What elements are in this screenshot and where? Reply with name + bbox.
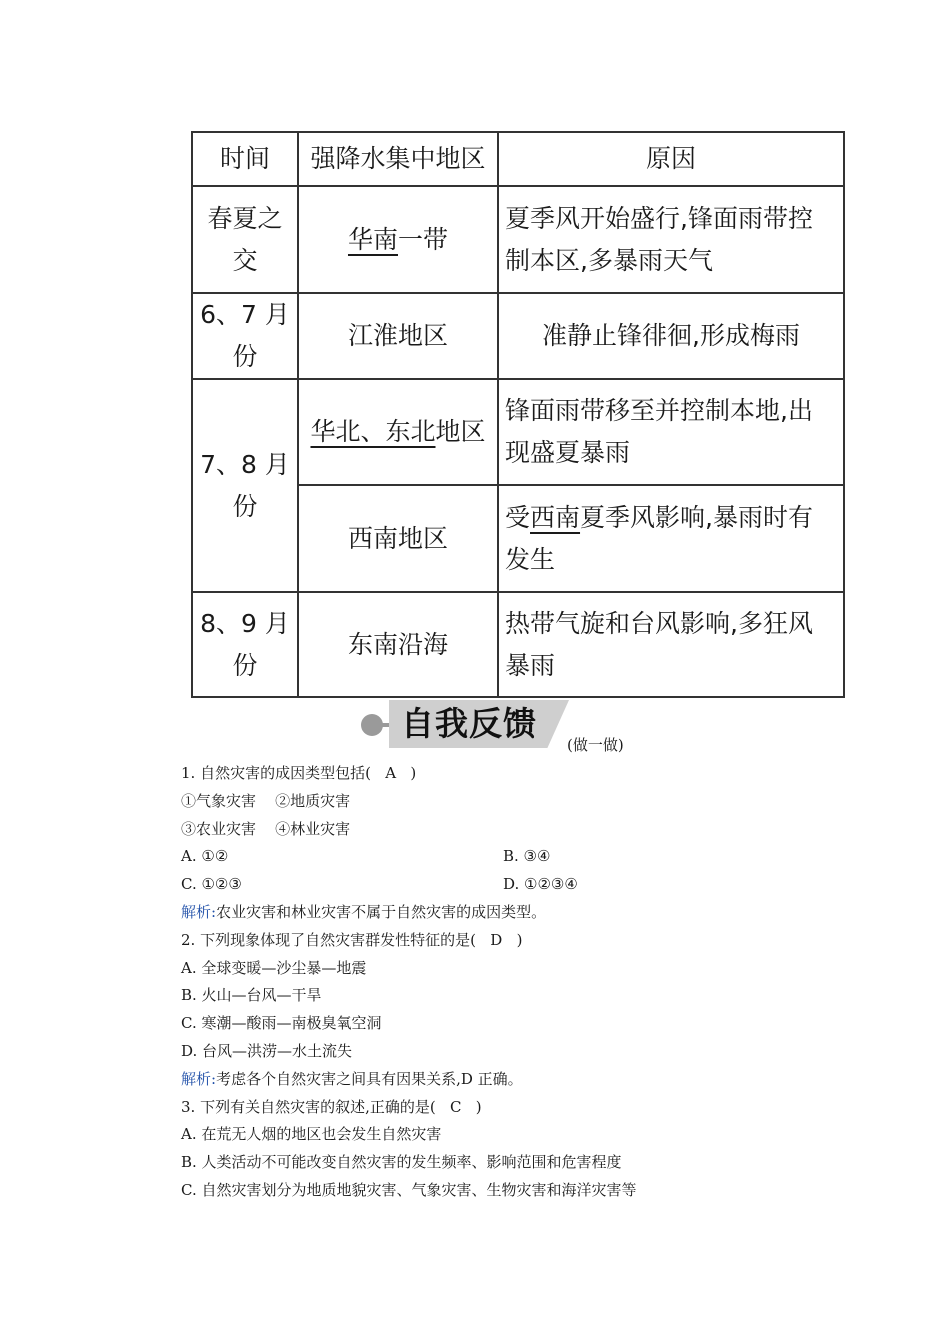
option-row bbox=[181, 871, 821, 899]
option-d: D. 台风—洪涝—水土流失 bbox=[181, 1041, 353, 1060]
cell-reason: 准静止锋徘徊,形成梅雨 bbox=[498, 293, 844, 379]
reason-underlined: 西南 bbox=[530, 502, 581, 532]
explanation-label: 解析: bbox=[181, 902, 217, 921]
cell-reason: 夏季风开始盛行,锋面雨带控制本区,多暴雨天气 bbox=[498, 186, 844, 293]
section-title: 自我反馈 bbox=[401, 704, 537, 743]
table-header-row bbox=[192, 132, 844, 186]
cell-time: 6、7 月份 bbox=[192, 293, 298, 379]
explanation bbox=[181, 899, 821, 927]
question-item: ③农业灾害 ④林业灾害 bbox=[181, 819, 351, 838]
option-a: A. 在荒无人烟的地区也会发生自然灾害 bbox=[181, 1125, 442, 1144]
region-underlined: 华北、东北 bbox=[310, 417, 436, 446]
cell-reason bbox=[498, 485, 844, 592]
cell-time: 8、9 月份 bbox=[192, 592, 298, 697]
cell-reason: 锋面雨带移至并控制本地,出现盛夏暴雨 bbox=[498, 379, 844, 485]
cell-time: 春夏之交 bbox=[192, 186, 298, 293]
table-row bbox=[192, 379, 844, 485]
cell-time: 7、8 月份 bbox=[192, 379, 298, 592]
question-stem: 2. 下列现象体现了自然灾害群发性特征的是( D ) bbox=[181, 930, 523, 949]
table-row bbox=[192, 592, 844, 697]
cell-region: 东南沿海 bbox=[298, 592, 498, 697]
header-time: 时间 bbox=[192, 132, 298, 186]
cell-reason: 热带气旋和台风影响,多狂风暴雨 bbox=[498, 592, 844, 697]
option-b: B. 火山—台风—干旱 bbox=[181, 986, 322, 1005]
region-rest: 地区 bbox=[435, 417, 486, 446]
option-a: A. ①② bbox=[181, 847, 229, 866]
explanation-label: 解析: bbox=[181, 1069, 217, 1088]
option-d: D. ①②③④ bbox=[503, 875, 578, 894]
explanation-text: 考虑各个自然灾害之间具有因果关系,D 正确。 bbox=[216, 1069, 523, 1088]
option-c: C. ①②③ bbox=[181, 875, 242, 894]
option-a: A. 全球变暖—沙尘暴—地震 bbox=[181, 958, 367, 977]
explanation-text: 农业灾害和林业灾害不属于自然灾害的成因类型。 bbox=[216, 902, 547, 921]
question-item: ①气象灾害 ②地质灾害 bbox=[181, 791, 351, 810]
table-row bbox=[192, 293, 844, 379]
question-list bbox=[181, 760, 821, 1205]
reason-prefix: 受 bbox=[505, 502, 531, 532]
section-subtitle: (做一做) bbox=[567, 736, 624, 754]
rainfall-table bbox=[191, 131, 845, 698]
reason-rest: 夏季风影响,暴雨时有发生 bbox=[505, 502, 813, 574]
header-reason: 原因 bbox=[498, 132, 844, 186]
table-row bbox=[192, 186, 844, 293]
question-stem: 3. 下列有关自然灾害的叙述,正确的是( C ) bbox=[181, 1097, 482, 1116]
bullet-dot-icon bbox=[361, 714, 383, 736]
region-rest: 一带 bbox=[398, 224, 449, 254]
region-underlined: 华南 bbox=[347, 224, 398, 254]
option-c: C. 寒潮—酸雨—南极臭氧空洞 bbox=[181, 1014, 382, 1033]
cell-region bbox=[298, 379, 498, 485]
cell-region: 江淮地区 bbox=[298, 293, 498, 379]
option-b: B. 人类活动不可能改变自然灾害的发生频率、影响范围和危害程度 bbox=[181, 1153, 622, 1172]
option-row bbox=[181, 843, 821, 871]
option-c: C. 自然灾害划分为地质地貌灾害、气象灾害、生物灾害和海洋灾害等 bbox=[181, 1180, 637, 1199]
explanation bbox=[181, 1066, 821, 1094]
question-stem: 1. 自然灾害的成因类型包括( A ) bbox=[181, 764, 417, 782]
cell-region: 西南地区 bbox=[298, 485, 498, 592]
cell-region bbox=[298, 186, 498, 293]
header-region: 强降水集中地区 bbox=[298, 132, 498, 186]
option-b: B. ③④ bbox=[503, 847, 551, 866]
